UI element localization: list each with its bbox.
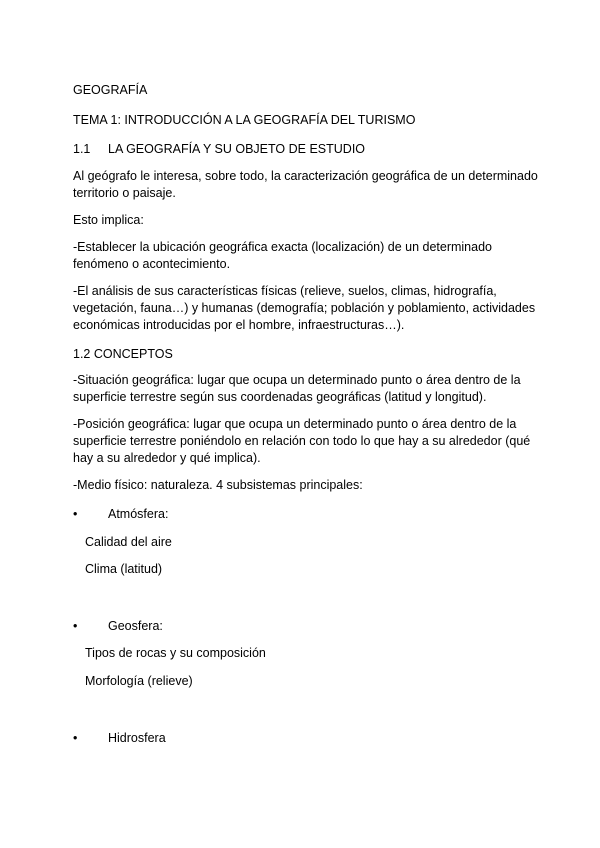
paragraph-line: Al geógrafo le interesa, sobre todo, la caracterización geográfica de un determinado xyxy=(73,169,538,183)
subsystem-item: Tipos de rocas y su composición xyxy=(85,646,266,660)
paragraph-line: fenómeno o acontecimiento. xyxy=(73,257,231,271)
paragraph-line: económicas introducidas por el hombre, infraestructuras…). xyxy=(73,318,405,332)
paragraph-line: hay a su alrededor y qué implica). xyxy=(73,451,261,465)
bullet-icon: • xyxy=(73,619,78,633)
bullet-icon: • xyxy=(73,731,78,745)
paragraph-line: superficie terrestre poniéndolo en relación con todo lo que hay a su alrededor (qué xyxy=(73,434,531,448)
bullet-icon: • xyxy=(73,507,78,521)
subsystem-item: Clima (latitud) xyxy=(85,562,163,576)
subsystem-label: Geosfera: xyxy=(108,619,163,633)
paragraph-medium: -Medio físico: naturaleza. 4 subsistemas principales: xyxy=(73,478,363,492)
subsystem-label: Hidrosfera xyxy=(108,731,166,745)
subject-heading: GEOGRAFÍA xyxy=(73,83,148,97)
paragraph-line: -El análisis de sus características físicas (relieve, suelos, climas, hidrografía, xyxy=(73,284,497,298)
paragraph-line: superficie terrestre según sus coordenadas geográficas (latitud y longitud). xyxy=(73,390,487,404)
section-1-number: 1.1 xyxy=(73,142,91,156)
subsystem-item: Morfología (relieve) xyxy=(85,674,193,688)
subsystem-item: Calidad del aire xyxy=(85,535,172,549)
paragraph-implies: Esto implica: xyxy=(73,213,144,227)
topic-heading: TEMA 1: INTRODUCCIÓN A LA GEOGRAFÍA DEL TURISMO xyxy=(73,113,416,127)
subsystem-label: Atmósfera: xyxy=(108,507,169,521)
section-2-heading: 1.2 CONCEPTOS xyxy=(73,347,173,361)
paragraph-line: vegetación, fauna…) y humanas (demografía; población y poblamiento, actividades xyxy=(73,301,536,315)
paragraph-line: -Situación geográfica: lugar que ocupa un determinado punto o área dentro de la xyxy=(73,373,521,387)
section-1-title: LA GEOGRAFÍA Y SU OBJETO DE ESTUDIO xyxy=(108,142,366,156)
paragraph-line: -Posición geográfica: lugar que ocupa un determinado punto o área dentro de la xyxy=(73,417,517,431)
paragraph-line: territorio o paisaje. xyxy=(73,186,176,200)
paragraph-line: -Establecer la ubicación geográfica exacta (localización) de un determinado xyxy=(73,240,492,254)
